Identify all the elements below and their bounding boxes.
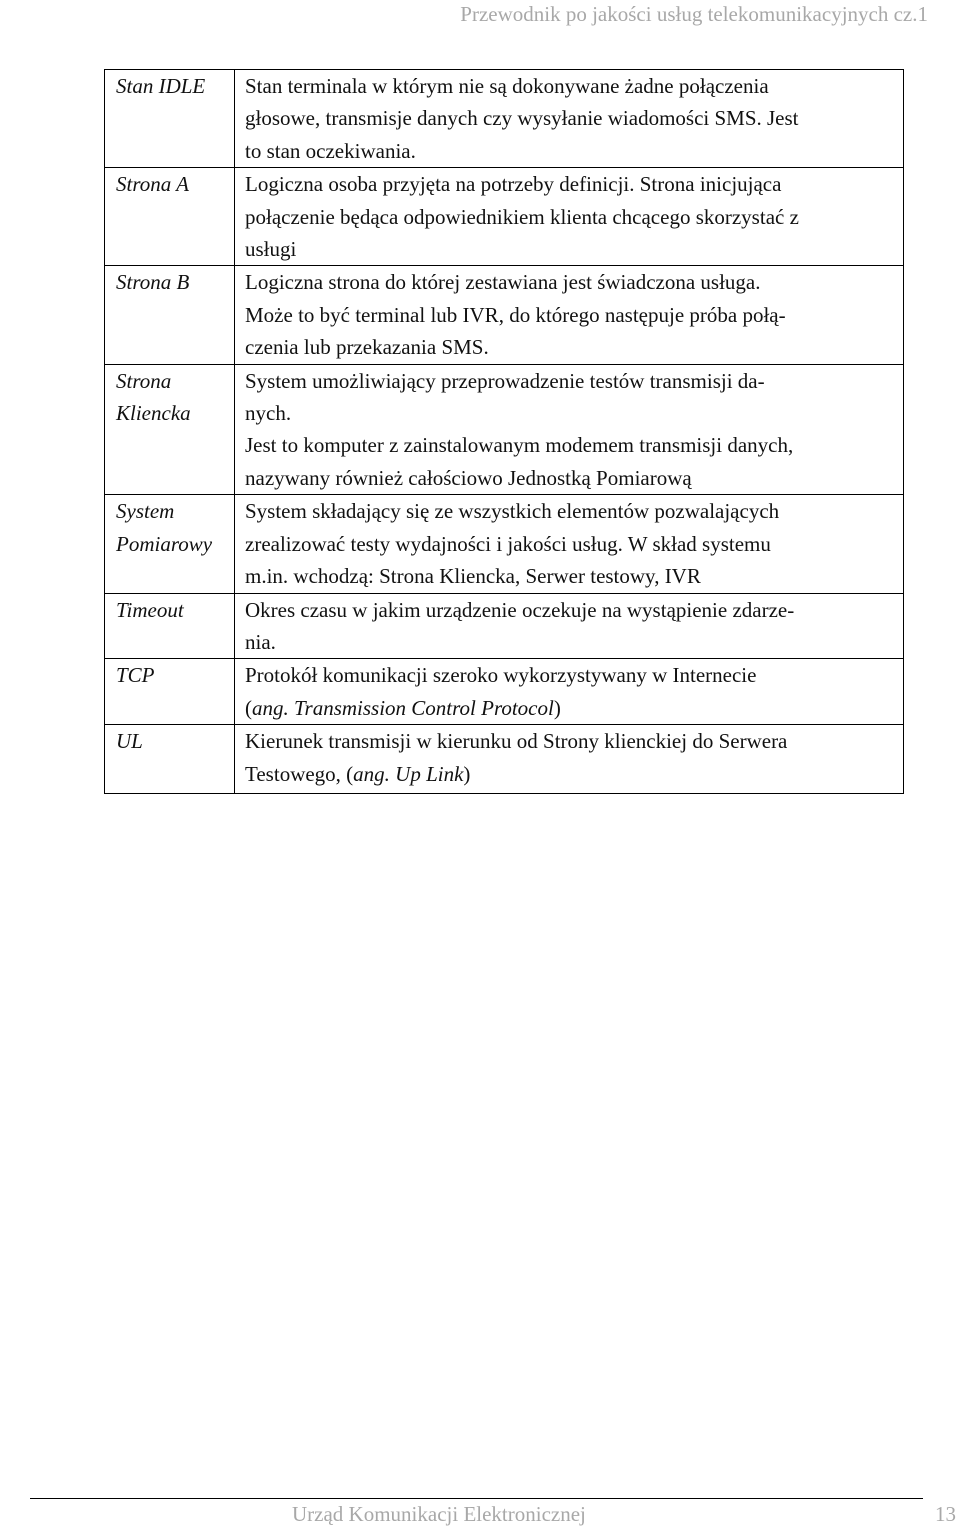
english-term: ang. Up Link xyxy=(353,761,464,786)
definition-line: połączenie będąca odpowiednikiem klienta chcącego skorzystać z xyxy=(245,204,799,229)
table-row xyxy=(105,364,904,495)
definition-cell xyxy=(235,364,904,495)
definition-line: System umożliwiający przeprowadzenie testów transmisji da- xyxy=(245,368,765,393)
definition-line: System składający się ze wszystkich elementów pozwalających xyxy=(245,499,780,524)
definition-cell xyxy=(235,593,904,659)
footer-institution: Urząd Komunikacji Elektronicznej xyxy=(292,1502,586,1526)
definition-line: czenia lub przekazania SMS. xyxy=(245,335,489,360)
definition-line: Okres czasu w jakim urządzenie oczekuje na wystąpienie zdarze- xyxy=(245,597,795,622)
term-text: Pomiarowy xyxy=(116,531,213,556)
glossary-table xyxy=(104,69,904,794)
definition-cell xyxy=(235,266,904,364)
term-text: TCP xyxy=(116,663,155,688)
term-cell xyxy=(105,593,235,659)
definition-cell xyxy=(235,70,904,168)
term-cell xyxy=(105,168,235,266)
definition-line: nia. xyxy=(245,629,276,654)
term-text: Timeout xyxy=(116,597,184,622)
table-row xyxy=(105,266,904,364)
page-header: Przewodnik po jakości usług telekomunikacyjnych cz.1 xyxy=(460,2,928,26)
paren-close: ) xyxy=(553,695,561,720)
definition-line: Jest to komputer z zainstalowanym modemem transmisji danych, xyxy=(245,433,794,458)
definition-line: Logiczna osoba przyjęta na potrzeby definicji. Strona inicjująca xyxy=(245,172,782,197)
definition-line: Może to być terminal lub IVR, do którego następuje próba połą- xyxy=(245,302,786,327)
paren-open: ( xyxy=(245,695,252,720)
table-row xyxy=(105,70,904,168)
term-cell xyxy=(105,725,235,794)
term-text: Kliencka xyxy=(116,401,191,426)
term-text: System xyxy=(116,499,175,524)
paren-close: ) xyxy=(463,761,471,786)
table-row xyxy=(105,593,904,659)
english-term: ang. Transmission Control Protocol xyxy=(252,695,554,720)
table-row xyxy=(105,495,904,593)
definition-line: nazywany również całościowo Jednostką Pomiarową xyxy=(245,465,692,490)
term-cell xyxy=(105,266,235,364)
term-cell xyxy=(105,70,235,168)
definition-cell xyxy=(235,659,904,725)
term-text: Strona xyxy=(116,368,172,393)
page-number: 13 xyxy=(935,1502,956,1526)
definition-line xyxy=(245,758,895,790)
definition-prefix: Testowego, ( xyxy=(245,761,354,786)
definition-line: głosowe, transmisje danych czy wysyłanie wiadomości SMS. Jest xyxy=(245,106,799,131)
table-row xyxy=(105,725,904,794)
term-text: UL xyxy=(116,729,143,754)
definition-line: Stan terminala w którym nie są dokonywane żadne połączenia xyxy=(245,74,769,98)
term-cell xyxy=(105,659,235,725)
table-row xyxy=(105,168,904,266)
term-cell xyxy=(105,364,235,495)
definition-line: zrealizować testy wydajności i jakości usług. W skład systemu xyxy=(245,531,771,556)
definition-line: usługi xyxy=(245,237,297,262)
definition-line xyxy=(245,692,895,724)
definition-line: Kierunek transmisji w kierunku od Strony klienckiej do Serwera xyxy=(245,729,788,754)
definition-line: Logiczna strona do której zestawiana jest świadczona usługa. xyxy=(245,270,761,295)
definition-line: nych. xyxy=(245,401,292,426)
definition-line: Protokół komunikacji szeroko wykorzystywany w Internecie xyxy=(245,663,757,688)
term-text: Stan IDLE xyxy=(116,74,206,98)
footer-divider xyxy=(30,1498,923,1499)
term-text: Strona A xyxy=(116,172,189,197)
table-row xyxy=(105,659,904,725)
term-text: Strona B xyxy=(116,270,190,295)
definition-cell xyxy=(235,495,904,593)
definition-cell xyxy=(235,168,904,266)
term-cell xyxy=(105,495,235,593)
definition-line: m.in. wchodzą: Strona Kliencka, Serwer testowy, IVR xyxy=(245,564,701,589)
definition-line: to stan oczekiwania. xyxy=(245,138,416,163)
definition-cell xyxy=(235,725,904,794)
